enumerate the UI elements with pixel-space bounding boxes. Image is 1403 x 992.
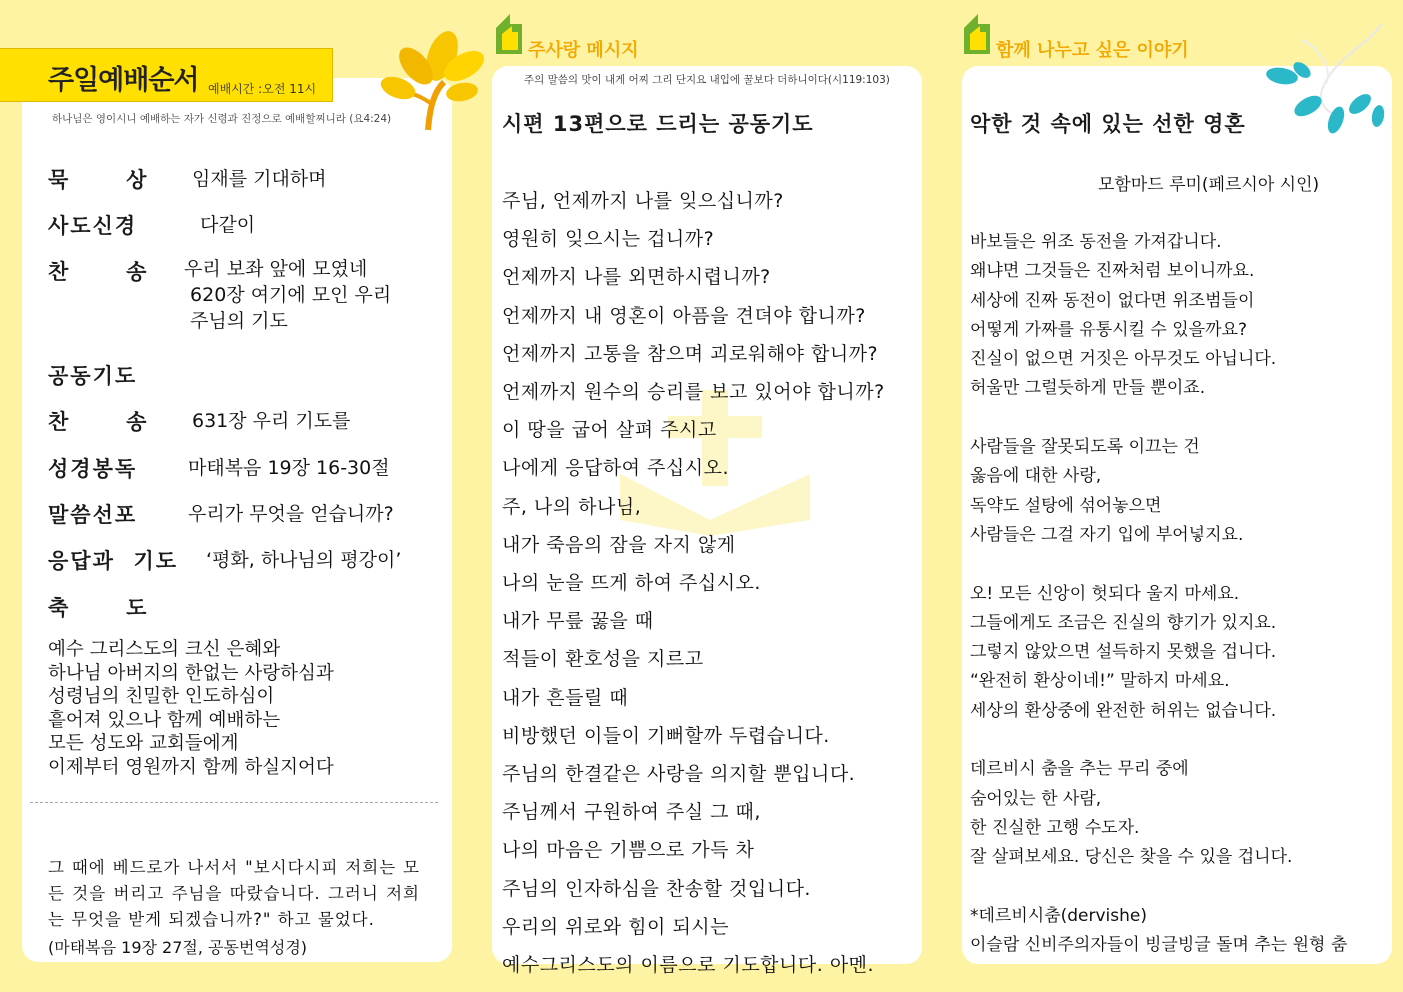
poem-line: 왜냐면 그것들은 진짜처럼 보이니까요.: [970, 261, 1255, 282]
order-label: 공동기도: [48, 364, 138, 388]
poem-line: [970, 726, 1347, 755]
order-value: 631장 우리 기도를: [192, 410, 351, 432]
order-value: 다같이: [200, 214, 256, 236]
prayer-lines: [502, 182, 885, 984]
prayer-line: 주님께서 구원하여 주실 그 때,: [502, 801, 761, 824]
story-heading: 악한 것 속에 있는 선한 영혼: [970, 112, 1246, 136]
order-value: 임재를 기대하며: [192, 168, 327, 190]
service-time: 예배시간 :오전 11시: [208, 82, 317, 96]
scripture-reference: (마태복음 19장 27절, 공동번역성경): [48, 938, 308, 957]
order-label: 축 도: [48, 596, 149, 620]
order-label: 성경봉독: [48, 457, 138, 481]
poem-line: 숨어있는 한 사람,: [970, 788, 1102, 809]
prayer-line: 내가 흔들릴 때: [502, 686, 629, 709]
poem-line: 허울만 그럴듯하게 만들 뿐이죠.: [970, 378, 1206, 399]
story-author: 모함마드 루미(페르시아 시인): [1098, 175, 1320, 195]
prayer-line: 주님, 언제까지 나를 잊으십니까?: [502, 190, 784, 212]
section-verse: 주의 말씀의 맛이 내게 어찌 그리 단지요 내입에 꿀보다 더하니이다(시119:103): [524, 74, 890, 86]
prayer-line: 주님의 인자하심을 찬송할 것입니다.: [502, 877, 811, 900]
poem-line: 데르비시 춤을 추는 무리 중에: [970, 759, 1189, 780]
arrow-logo-icon: [960, 14, 994, 58]
benediction-text: 예수 그리스도의 크신 은혜와 하나님 아버지의 한없는 사랑하심과 성령님의 친밀한 인도하심이 흩어져 있으나 함께 예배하는 모든 성도와 교회들에게 이제부터 영원까지 함께 하실지어다: [48, 639, 334, 778]
order-label: 찬 송: [48, 410, 149, 434]
prayer-line: 언제까지 내 영혼이 아픔을 견뎌야 합니까?: [502, 304, 866, 327]
prayer-line: 나에게 응답하여 주십시오.: [502, 457, 730, 480]
order-label: 찬 송: [48, 260, 149, 284]
poem-line: 한 진실한 고행 수도자.: [970, 817, 1140, 838]
scripture-quote: 그 때에 베드로가 나서서 "보시다시피 저희는 모든 것을 버리고 주님을 따랐습니다. 그러니 저희는 무엇을 받게 되겠습니까?" 하고 물었다.: [48, 858, 420, 929]
prayer-line: 예수그리스도의 이름으로 기도합니다. 아멘.: [502, 954, 875, 977]
prayer-line: 우리의 위로와 힘이 되시는: [502, 915, 730, 938]
prayer-line: 영원히 잊으시는 겁니까?: [502, 228, 715, 251]
page-title: 주일예배순서: [48, 65, 199, 96]
poem-line: 바보들은 위조 동전을 가져갑니다.: [970, 232, 1222, 252]
order-value: 마태복음 19장 16-30절: [188, 457, 390, 479]
poem-line: 잘 살펴보세요. 당신은 찾을 수 있을 겁니다.: [970, 847, 1293, 868]
order-label: 말씀선포: [48, 503, 138, 527]
poem-line: 그렇지 않았으면 설득하지 못했을 겁니다.: [970, 642, 1277, 663]
poem-line: 옳음에 대한 사랑,: [970, 466, 1102, 487]
poem-line: 독약도 설탕에 섞어놓으면: [970, 495, 1162, 516]
prayer-line: 주님의 한결같은 사랑을 의지할 뿐입니다.: [502, 763, 856, 786]
poem-line: [970, 550, 1347, 579]
order-value: 우리가 무엇을 얻습니까?: [188, 503, 394, 525]
prayer-line: 내가 무릎 꿇을 때: [502, 610, 654, 633]
order-label: 사도신경: [48, 214, 138, 238]
vine-leaves-icon: [1262, 20, 1394, 136]
arrow-logo-icon: [492, 14, 526, 58]
poem-line: 세상에 진짜 동전이 없다면 위조범들이: [970, 290, 1255, 311]
prayer-line: 이 땅을 굽어 살펴 주시고: [502, 419, 717, 442]
order-label: 묵 상: [48, 168, 149, 192]
prayer-line: 비방했던 이들이 기뻐할까 두렵습니다.: [502, 724, 830, 747]
poem-line: [970, 404, 1347, 433]
poem-line: 진실이 없으면 거짓은 아무것도 아닙니다.: [970, 349, 1277, 370]
title-verse: 하나님은 영이시니 예배하는 자가 신령과 진정으로 예배할찌니라 (요4:24): [52, 113, 392, 125]
prayer-line: 내가 죽음의 잠을 자지 않게: [502, 533, 736, 556]
poem-line: “완전히 환상이네!” 말하지 마세요.: [970, 671, 1230, 692]
poem-line: 그들에게도 조금은 진실의 향기가 있지요.: [970, 612, 1277, 633]
poem-line: 오! 모든 신앙이 헛되다 울지 마세요.: [970, 583, 1240, 604]
prayer-heading: 시편 13편으로 드리는 공동기도: [502, 112, 814, 136]
prayer-line: 나의 눈을 뜨게 하여 주십시오.: [502, 572, 761, 595]
poem-line: 이슬람 신비주의자들이 빙글빙글 돌며 추는 원형 춤: [970, 935, 1348, 956]
poem-line: [970, 873, 1347, 902]
poem-line: *데르비시춤(dervishe): [970, 905, 1147, 926]
section-title: 주사랑 메시지: [528, 40, 639, 61]
poem-lines: [970, 228, 1347, 960]
prayer-line: 언제까지 원수의 승리를 보고 있어야 합니까?: [502, 381, 885, 404]
prayer-line: 나의 마음은 기쁨으로 가득 차: [502, 839, 755, 862]
divider: [30, 802, 438, 803]
poem-line: 어떻게 가짜를 유통시킬 수 있을까요?: [970, 319, 1247, 340]
order-value: ‘평화, 하나님의 평강이’: [206, 549, 402, 571]
poem-line: 사람들을 잘못되도록 이끄는 건: [970, 437, 1200, 458]
order-value: 우리 보좌 앞에 모였네 620장 여기에 모인 우리 주님의 기도: [184, 258, 392, 332]
prayer-line: 적들이 환호성을 지르고: [502, 648, 704, 671]
poem-line: 세상의 환상중에 완전한 허위는 없습니다.: [970, 700, 1277, 721]
prayer-line: 언제까지 나를 외면하시렵니까?: [502, 266, 771, 289]
poem-line: 사람들은 그걸 자기 입에 부어넣지요.: [970, 524, 1244, 545]
prayer-line: 언제까지 고통을 참으며 괴로워해야 합니까?: [502, 342, 879, 365]
prayer-line: 주, 나의 하나님,: [502, 495, 642, 518]
order-label: 응답과 기도: [48, 549, 179, 573]
section-title: 함께 나누고 싶은 이야기: [996, 40, 1189, 61]
